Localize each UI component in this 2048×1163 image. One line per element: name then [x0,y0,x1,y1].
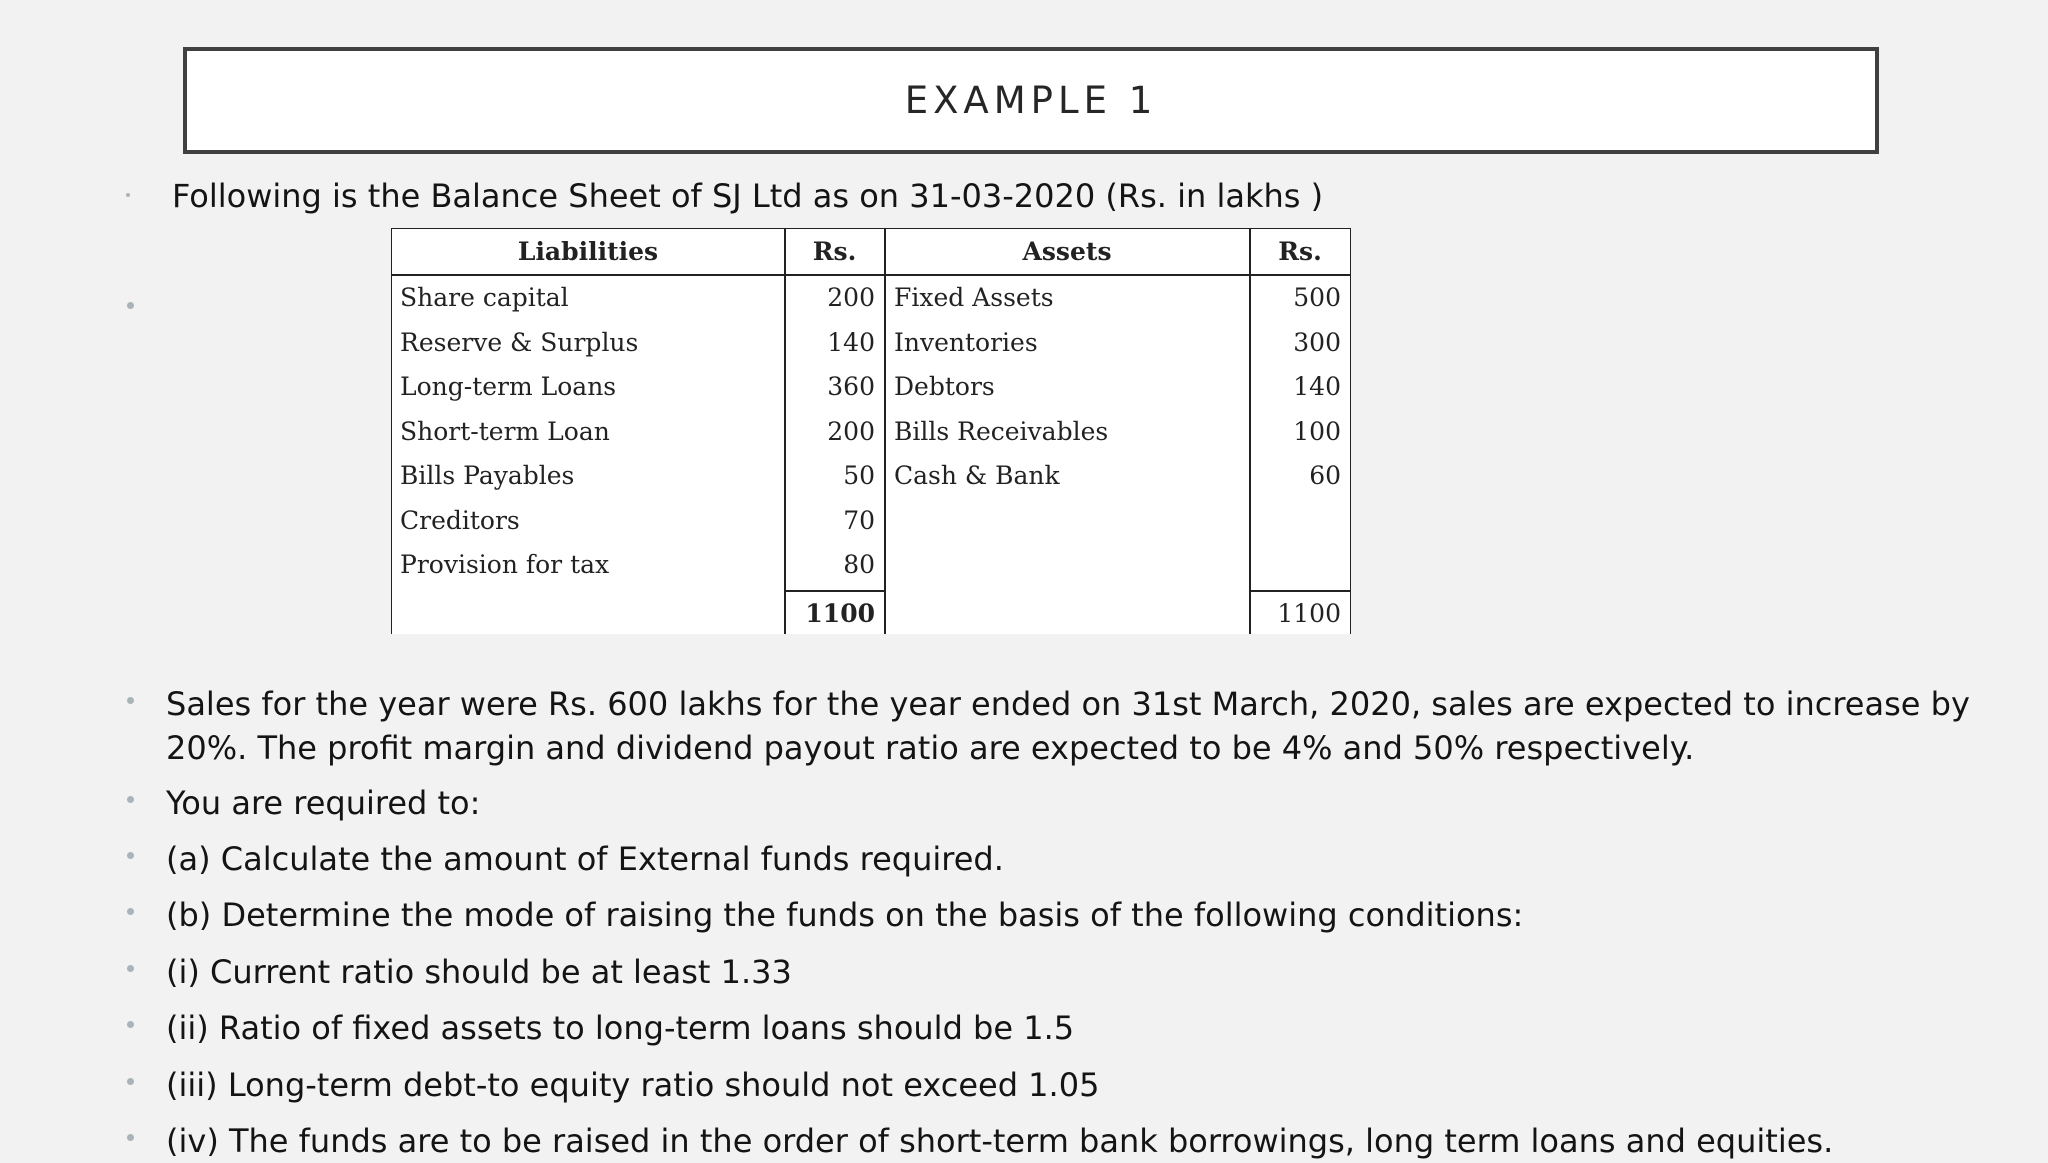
liability-amount: 200 [827,417,875,446]
required-text: You are required to: [166,784,481,822]
bullet-ii [127,1021,134,1028]
liability-label: Long-term Loans [400,372,617,401]
sales-line-1: Sales for the year were Rs. 600 lakhs for the year ended on 31st March, 2020, sales are expected to increase by [166,685,1970,723]
liability-amount: 200 [827,283,875,312]
liability-label: Short-term Loan [400,417,610,446]
liability-amount: 80 [843,550,875,579]
asset-label: Fixed Assets [894,283,1054,312]
header-liabilities-amount: Rs. [812,237,857,266]
asset-amount: 140 [1293,372,1341,401]
item-iv-text: (iv) The funds are to be raised in the order of short-term bank borrowings, long term loans and equities. [166,1122,1834,1160]
liability-amount: 140 [827,328,875,357]
asset-label: Debtors [894,372,995,401]
bullet-sales [127,697,134,704]
header-assets: Assets [1022,237,1112,266]
bullet-iv [127,1134,134,1141]
header-assets-amount: Rs. [1278,237,1322,266]
item-ii-text: (ii) Ratio of fixed assets to long-term loans should be 1.5 [166,1009,1075,1047]
asset-label: Inventories [894,328,1038,357]
item-b-text: (b) Determine the mode of raising the funds on the basis of the following conditions: [166,896,1524,934]
slide-title-box [183,47,1879,154]
liability-amount: 50 [843,461,875,490]
assets-total: 1100 [1277,599,1341,628]
liabilities-total: 1100 [805,599,875,628]
intro-text: Following is the Balance Sheet of SJ Ltd as on 31-03-2020 (Rs. in lakhs ) [172,177,1324,215]
liability-label: Reserve & Surplus [400,328,639,357]
liability-label: Bills Payables [400,461,575,490]
asset-amount: 100 [1293,417,1341,446]
bullet-intro [126,193,130,197]
slide-title: EXAMPLE 1 [904,79,1158,122]
header-liabilities: Liabilities [517,237,659,266]
liability-label: Share capital [400,283,569,312]
bullet-iii [127,1078,134,1085]
balance-sheet-table [391,228,1351,634]
bullet-b [127,908,134,915]
item-iii-text: (iii) Long-term debt-to equity ratio should not exceed 1.05 [166,1066,1100,1104]
liability-amount: 70 [843,506,875,535]
liability-label: Provision for tax [400,550,610,579]
liability-amount: 360 [827,372,875,401]
asset-label: Bills Receivables [894,417,1109,446]
asset-amount: 300 [1293,328,1341,357]
asset-label: Cash & Bank [894,461,1060,490]
sales-line-2: 20%. The profit margin and dividend payout ratio are expected to be 4% and 50% respectively. [166,729,1695,767]
bullet-required [127,796,134,803]
asset-amount: 60 [1309,461,1341,490]
bullet-a [127,852,134,859]
asset-amount: 500 [1293,283,1341,312]
item-a-text: (a) Calculate the amount of External funds required. [166,840,1004,878]
item-i-text: (i) Current ratio should be at least 1.33 [166,953,792,991]
bullet-table [127,302,134,309]
bullet-i [127,965,134,972]
liability-label: Creditors [400,506,520,535]
